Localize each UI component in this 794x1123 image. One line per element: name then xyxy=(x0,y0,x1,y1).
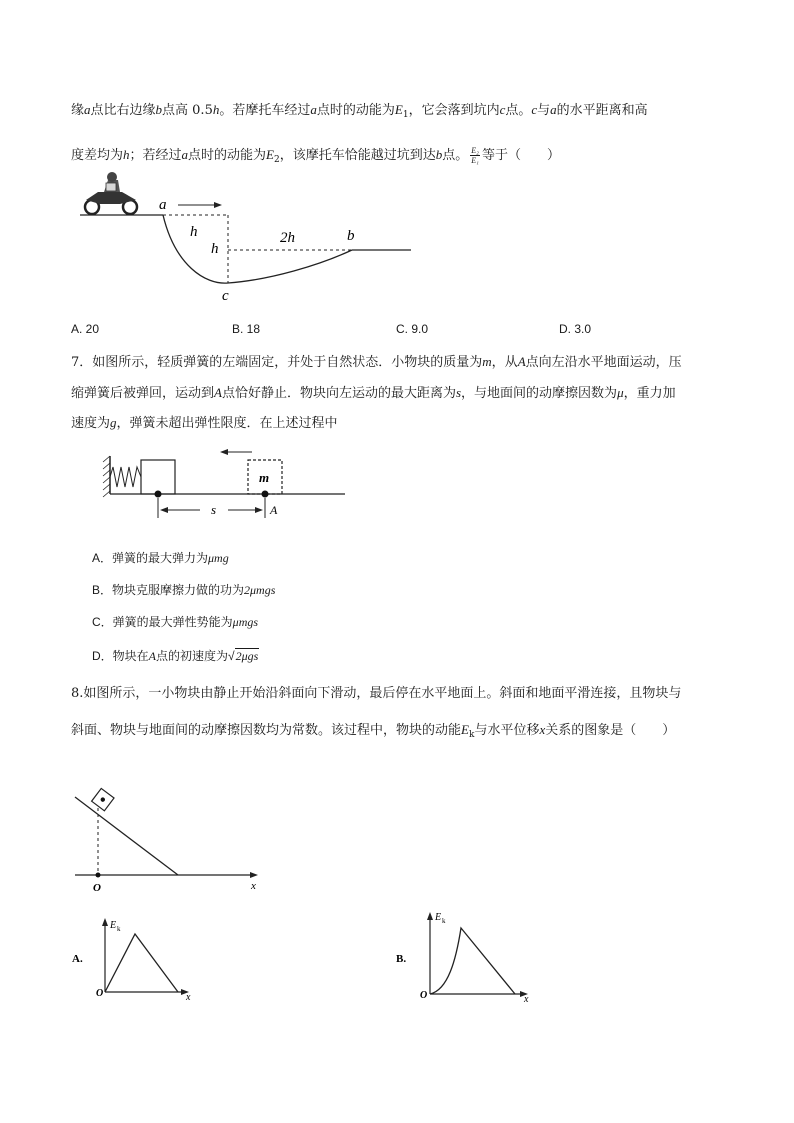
q7-option-b[interactable]: B．物块克服摩擦力做的功为2μmgs xyxy=(92,583,276,597)
label-x: x xyxy=(251,880,256,892)
svg-text:E: E xyxy=(110,920,117,931)
label-2h: 2h xyxy=(280,230,295,246)
svg-text:x: x xyxy=(524,994,529,1005)
label-A: A xyxy=(270,503,278,517)
svg-text:O: O xyxy=(96,988,104,999)
q8-line-2: 斜面、物块与地面间的动摩擦因数均为常数。该过程中，物块的动能$E_k$与水平位移x关系的图象是（ ） xyxy=(71,722,676,740)
q6-option-c[interactable]: C. 9.0 xyxy=(396,322,429,336)
label-c: c xyxy=(222,288,229,304)
q6-option-a[interactable]: A. 20 xyxy=(71,322,100,336)
svg-text:x: x xyxy=(186,992,191,1003)
q7-line-2: 缩弹簧后被弹回，运动到A点恰好静止．物块向左运动的最大距离为s，与地面间的动摩擦因数为μ，重力加 xyxy=(71,385,676,401)
svg-text:k: k xyxy=(442,917,446,925)
q6-line-1: 缘a点比右边缘b点高 0.5h。若摩托车经过a点时的动能为$E_1$，它会落到坑内c点。c与a的水平距离和高 xyxy=(71,102,648,120)
label-O: O xyxy=(93,882,101,894)
q7-line-3: 速度为g，弹簧未超出弹性限度．在上述过程中 xyxy=(71,415,338,431)
svg-text:O: O xyxy=(420,990,428,1001)
q6-line-2: 度差均为h；若经过a点时的动能为$E_2$，该摩托车恰能越过坑到达b点。 $\frac{\text{E₂}}{\text{E₁}}$ 等于（ ） xyxy=(71,146,560,165)
graph-b-curve xyxy=(430,928,515,994)
label-h-upper: h xyxy=(190,224,198,240)
graph-a-label: A. xyxy=(72,953,83,965)
q7-option-a[interactable]: A．弹簧的最大弹力为μmg xyxy=(92,551,229,565)
label-s: s xyxy=(211,502,217,517)
svg-text:E: E xyxy=(435,912,442,923)
energy-ratio-fraction: $\frac{\text{E₂}}{\text{E₁}}$ xyxy=(471,146,479,165)
label-b: b xyxy=(347,228,355,244)
label-h-lower: h xyxy=(211,241,219,257)
label-m: m xyxy=(259,470,270,485)
q7-line-1: 7．如图所示，轻质弹簧的左端固定，并处于自然状态．小物块的质量为m，从A点向左沿水平地面运动，压 xyxy=(71,354,682,370)
q8-line-1: 8.如图所示，一小物块由静止开始沿斜面向下滑动，最后停在水平地面上。斜面和地面平滑连接，且物块与 xyxy=(71,686,682,701)
graph-b-label: B. xyxy=(396,953,407,965)
q6-option-d[interactable]: D. 3.0 xyxy=(559,322,592,336)
svg-text:k: k xyxy=(117,925,121,933)
label-a: a xyxy=(159,197,167,213)
q6-option-b[interactable]: B. 18 xyxy=(232,322,261,336)
q7-option-c[interactable]: C．弹簧的最大弹性势能为μmgs xyxy=(92,615,259,629)
q7-option-d[interactable]: D．物块在A点的初速度为√2μgs xyxy=(92,649,259,663)
